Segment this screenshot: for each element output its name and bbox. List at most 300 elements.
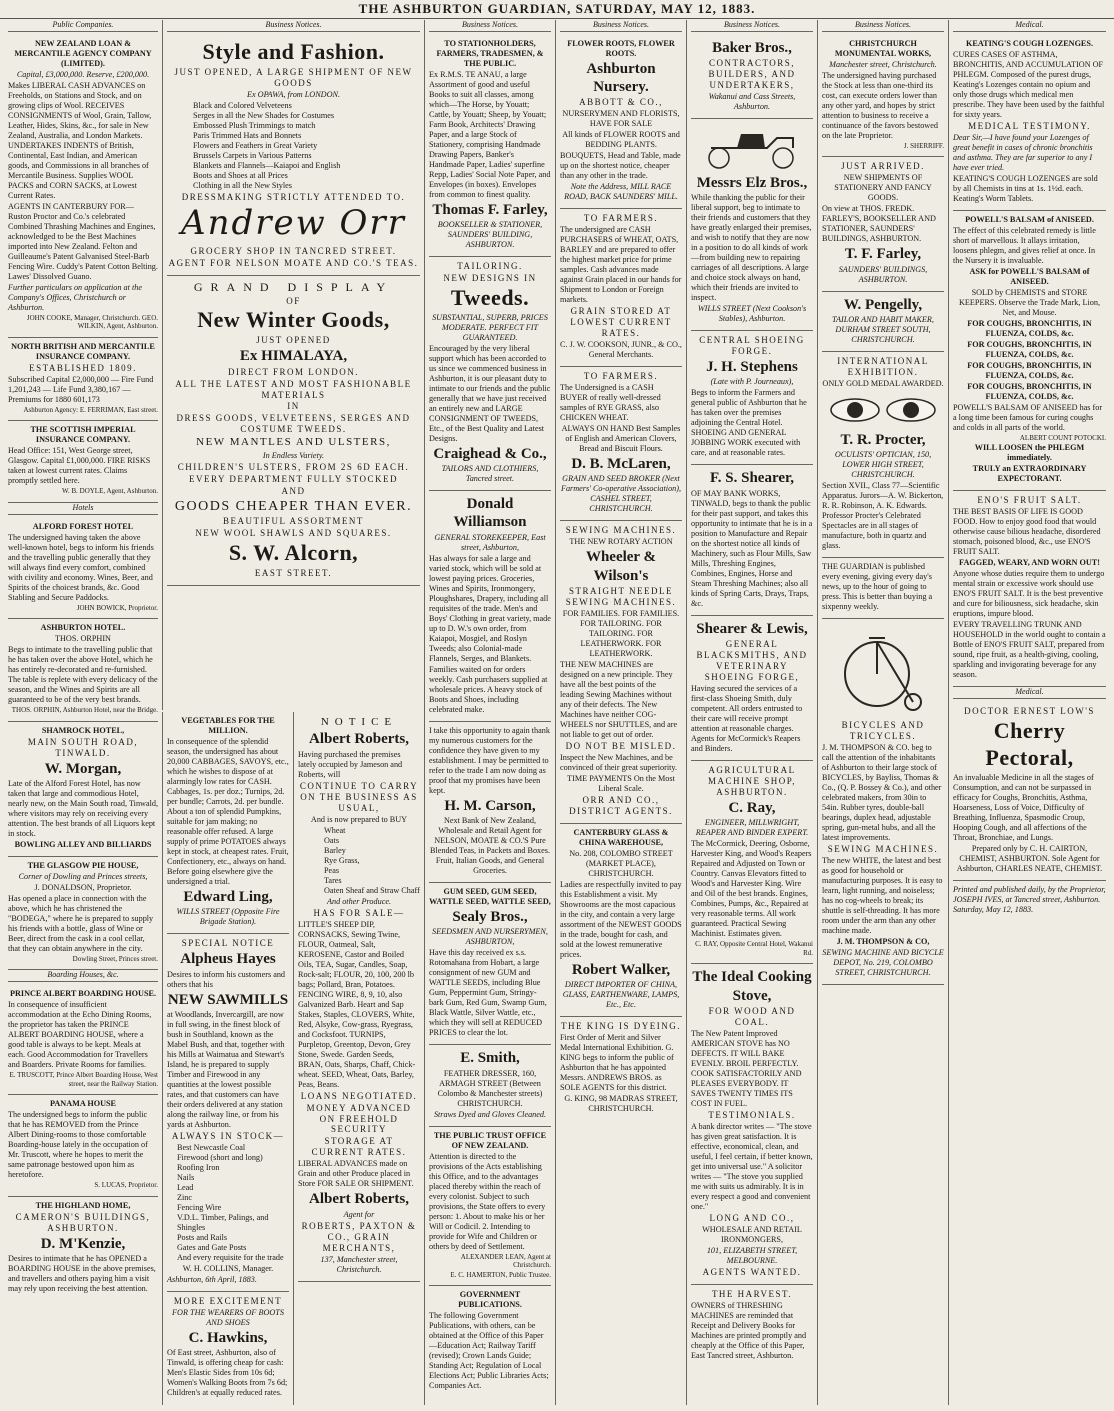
ad-shamrock-hotel (8, 722, 158, 857)
ad-signature: ALEXANDER LEAN, Agent at Christchurch. (460, 1252, 551, 1270)
ad-glasgow-pie-house (8, 857, 158, 971)
ad-medical-body: Dear Sir,—I have found your Lozenges of great benefit in cases of chronic bronchitis and asthma. They are far superior to any I have ever tried. (953, 132, 1093, 172)
ad-public-trust (429, 1127, 551, 1287)
list-item: Peas (324, 865, 340, 875)
ad-alpheus-hayes (167, 934, 289, 1292)
ad-eno (953, 491, 1106, 687)
ad-hawkins (167, 1292, 289, 1404)
list-item: Wheat (324, 825, 346, 835)
ad-body: Section XVII., Class 77—Scientific Apparatus. Jurors—A. W. Bickerton, R. R. Robinson, A. K. Edwards. Professor Procter's Celebrated Spectacles are in all stages of manufacture, both in quartz and glass. (822, 481, 944, 551)
ad-signature: E. TRUSCOTT, Prince Albert Boarding House, West street, near the Railway Station. (9, 1071, 158, 1088)
ad-name: Thomas F. Farley, (432, 201, 548, 218)
ad-title: PRINCE ALBERT BOARDING HOUSE. (9, 989, 157, 999)
ad-title: INTERNATIONAL EXHIBITION. (837, 355, 929, 377)
ad-sub: DOCTOR ERNEST LOW'S (964, 705, 1095, 716)
ad-time: TIME PAYMENTS On the Most Liberal Scale. (567, 773, 675, 793)
ad-body: The New Patent Improved AMERICAN STOVE has NO DEFECTS. IT WILL BAKE EVENLY. BROIL PERFECTLY. COOK SATISFACTORILY AND PLEASES EVERYBODY. IT SAVES TWENTY TIMES ITS COST IN FUEL. (691, 1028, 802, 1108)
ad-winter: New Winter Goods, (197, 307, 390, 333)
list-item: Zinc (177, 1192, 193, 1202)
ad-title: THE HIGHLAND HOME, (35, 1200, 131, 1210)
ad-subtitle: MAIN SOUTH ROAD, TINWALD. (27, 736, 139, 758)
ad-c-ray (691, 761, 813, 964)
ad-body: In consequence of insufficient accommodation at the Echo Dining Rooms, the proprietor has taken the PRINCE ALBERT BOARDING HOUSE, where a good table is always to be kept. Meals at each. Good Accommodation for Travellers and Boarders. Private Rooms for families. (8, 1000, 152, 1070)
ad-panama-house (8, 1095, 158, 1197)
ad-notice: NOTICE (320, 716, 398, 728)
ad-sub: GRAIN AND SEED BROKER (Next Farmers' Co-operative Association), CASHEL STREET, CHRISTCHURCH. (560, 474, 682, 514)
ad-signature-2: E. C. HAMERTON, Public Trustee. (450, 1270, 551, 1279)
ad-sub: SUBSTANTIAL, SUPERB, PRICES MODERATE. PERFECT FIT GUARANTEED. (432, 312, 548, 342)
ad-ulsters: CHILDREN'S ULSTERS, FROM 2S 6D EACH. (177, 461, 410, 472)
ad-body: J. M. THOMPSON & CO. beg to call the attention of the inhabitants of Ashburton to their large stock of BICYCLES, by Bayliss, Thomas & Co., (Q. P. Bossey & Co.), and other celebrated makers, from 30in to 54in. Rubber tyres, double-ball bearings, duplex head, adjustable spring, gun-metal hubs, and all the latest improvements. (822, 743, 942, 843)
ad-dressmaking: DRESSMAKING STRICTLY ATTENDED TO. (181, 191, 406, 202)
imprint-text: Printed and published daily, by the Proprietor, JOSEPH IVES, at Tancred street, Ashburton. Saturday, May 12, 1883. (953, 884, 1106, 914)
ad-continue: CONTINUE TO CARRY ON THE BUSINESS AS USUAL, (299, 780, 419, 813)
ad-signature: JOHN COOKE, Manager, Christchurch. GEO. WILKIN, Agent, Ashburton. (26, 313, 158, 331)
ad-testimonials-body: A bank director writes — "The stove has given great satisfaction. It is effective, economical, clean, and useful, I feel certain, if better known, get into universal use." A solicitor writes — "The stove you supplied me with suits us admirably. It is in every respect a good and convenient one." (691, 1121, 813, 1211)
ad-body: BOUQUETS, Head and Table, made up on the shortest notice, cheaper than any other in the trade. (560, 151, 681, 181)
ad-beautiful: BEAUTIFUL ASSORTMENT (223, 515, 364, 526)
ad-cough-line: FOR COUGHS, BRONCHITIS, IN FLUENZA, COLDS, &c. (967, 381, 1092, 401)
ad-hand: ALWAYS ON HAND Best Samples of English and American Clovers, Bread and Biscuit Flours. (561, 424, 681, 454)
ad-east: EAST STREET. (254, 567, 333, 578)
ad-designs: NEW DESIGNS IN (443, 273, 537, 284)
ad-williamson (429, 491, 551, 722)
ad-paxton-addr: 137, Manchester street, Christchurch. (320, 1254, 398, 1274)
ad-body: THE GUARDIAN is published every evening, giving every day's news, up to the hour of going to press. This is better than buying a sixpenny weekly. (822, 562, 933, 612)
ad-body: Of East street, Ashburton, also of Tinwald, is offering cheap for cash: Men's Elastic Sides from 10s 6d; Women's Walking Boots from 7s 6d; Children's at equally reduced rates. (167, 1348, 288, 1398)
ad-shearer (691, 465, 813, 615)
list-item: Nails (177, 1172, 195, 1182)
ad-just: JUST OPENED (256, 335, 331, 346)
ad-body: While thanking the public for their liberal support, beg to intimate to their friends and customers that they have greatly enlarged their premises, and wish to notify that they are now in a position to do all kinds of work—from building new to repairing carriages of all descriptions. A large and choice stock always on hand, which their friends are invited to inspect. (691, 193, 812, 303)
ad-wheeler-wilson (560, 521, 682, 823)
ad-straw: Straws Dyed and Gloves Cleaned. (433, 1109, 547, 1119)
ad-title: JUST ARRIVED. (841, 161, 925, 172)
ad-title: TO FARMERS. (583, 213, 659, 224)
signature-andrew-orr: Andrew Orr (181, 203, 406, 244)
ad-body: Late of the Alford Forest Hotel, has now taken that large and commodious Hotel, nearly new, on the Main South road, Tinwald, where visitors may rely on receiving every attention. The best brands of all Liquors kept in stock. (8, 778, 159, 838)
ad-address: No. 208, COLOMBO STREET (MARKET PLACE), CHRISTCHURCH. (569, 848, 673, 878)
ad-signature: THOS. ORPHIN, Ashburton Hotel, near the Bridge. (11, 706, 158, 715)
ad-more: MORE EXCITEMENT (173, 1295, 283, 1306)
ad-agents: AGENTS IN CANTERBURY FOR— Ruston Proctor and Co.'s celebrated Combined Thrashing Machines and Engines, acknowledged to be the Best Machines imported into New Zealand. Felton and Guilleaume's Patent Galvanised Steel-Barb Fencing Wire. Cuddy's Patent Cotton Belting. Lawes' Dissolved Guano. (8, 201, 158, 281)
list-item: Barley (324, 845, 346, 855)
ad-elz-bros (691, 119, 813, 331)
column-albert-roberts (293, 712, 424, 1405)
grain-list (298, 826, 420, 896)
ad-name: H. M. Carson, (444, 797, 536, 814)
ad-sub: FOR THE WEARERS OF BOOTS AND SHOES (172, 1307, 284, 1327)
list-item: Paris Trimmed Hats and Bonnets (193, 130, 302, 140)
ad-title: PANAMA HOUSE (49, 1099, 117, 1109)
ad-further: Further particulars on application at the Company's Offices, Christchurch or Ashburton. (8, 282, 142, 312)
section-hotels: Hotels (8, 503, 158, 515)
masthead: THE ASHBURTON GUARDIAN, SATURDAY, MAY 12, 1883. (0, 0, 1114, 19)
column-header: Business Notices. (429, 20, 551, 32)
ad-himalaya: Ex HIMALAYA, (239, 348, 348, 365)
ad-nursery (560, 35, 682, 210)
ad-title: SEWING MACHINES. (565, 525, 677, 536)
ad-buy: And is now prepared to BUY (310, 814, 408, 824)
ad-fagged: FAGGED, WEARY, AND WORN OUT! (959, 558, 1100, 568)
ad-sub: SEWING MACHINE AND BICYCLE DEPOT, No. 219, COLOMBO STREET, CHRISTCHURCH. (822, 947, 944, 977)
ad-address: Wakanui and Cass Streets, Ashburton. (708, 91, 796, 111)
ad-alcorn-name: S. W. Alcorn, (228, 539, 359, 565)
ad-long-sub: WHOLESALE AND RETAIL IRONMONGERS, (702, 1224, 802, 1244)
ad-sub: FOR WOOD AND COAL. (708, 1005, 796, 1027)
ad-sub: TAILOR AND HABIT MAKER, DURHAM STREET SOUTH, CHRISTCHURCH. (832, 314, 934, 344)
ad-signature: J. DONALDSON, Proprietor. (34, 882, 132, 892)
ad-title: ALFORD FOREST HOTEL (32, 521, 134, 531)
ad-name: E. Smith, (460, 1050, 520, 1067)
list-item: Posts and Rails (177, 1232, 228, 1242)
bicycle-icon (843, 626, 923, 716)
ad-name: Craighead & Co., (433, 445, 547, 462)
ad-body: OF MAY BANK WORKS, TINWALD, begs to thank the public for their past support, and takes this opportunity to intimate that he is in a position to Manufacture and Repair on the shortest notice all kinds of Machinery, such as Flour Mills, Saw Mills, Threshing Engines, Combines, Engines, Horse and Steam Threshing Machines; also all kinds of Spring Carts, Drays, Traps, &c. (691, 488, 813, 608)
ad-name: THOS. ORPHIN (55, 634, 111, 644)
ad-cookson (560, 209, 682, 367)
ad-title: THE KING IS DYEING. (561, 1021, 681, 1032)
ad-sub: CONTRACTORS, BUILDERS, AND UNDERTAKERS, (708, 58, 796, 90)
ad-phlegm: WILL LOOSEN the PHLEGM immediately. (974, 443, 1085, 463)
list-item: Gates and Gate Posts (177, 1242, 247, 1252)
ad-body: The undersigned begs to inform the public that he has REMOVED from the Prince Albert Dining-rooms to those comfortable Boarding-house lately in the occupation of Mr. Truscott, where he hopes to merit the same patronage bestowed upon him as heretofore. (8, 1110, 148, 1180)
list-item: Serges in all the New Shades for Costumes (193, 110, 335, 120)
ad-signature: G. KING, 98 MADRAS STREET, CHRISTCHURCH. (564, 1094, 678, 1114)
ad-carson (429, 722, 551, 883)
ad-title: CENTRAL SHOEING FORGE. (699, 335, 805, 357)
ad-shawls: NEW WOOL SHAWLS AND SQUARES. (195, 527, 392, 538)
ad-name: Albert Roberts, (309, 731, 409, 748)
ad-name: F. S. Shearer, (709, 470, 795, 487)
ad-sub: SAUNDERS' BUILDINGS, ASHBURTON. (838, 264, 928, 284)
ad-title: AGRICULTURAL MACHINE SHOP, ASHBURTON. (707, 764, 796, 797)
ad-title: ASHBURTON HOTEL. (40, 623, 126, 633)
ad-body: Begs to intimate to the travelling public that he has taken over the above Hotel, which he has entirely re-decorated and re-furnished. The table is replete with every delicacy of the season, and the Wines and Spirits are all guaranteed to be of the very best brands. (8, 645, 158, 705)
ad-title: TO FARMERS. (583, 371, 659, 382)
ad-alford-forest-hotel (8, 518, 158, 620)
ad-name: Baker Bros., (712, 39, 792, 56)
ad-vegetables (167, 712, 289, 934)
ad-albert-roberts (298, 712, 420, 1282)
ad-balsam: POWELL'S BALSAM OF ANISEED has for a long time been famous for curing coughs and colds in all parts of the world. (953, 402, 1103, 432)
ad-name: T. F. Farley, (844, 246, 922, 263)
ad-address: Manchester street, Christchurch. (829, 59, 937, 69)
list-item: Boots and Shoes at all Prices (193, 170, 288, 180)
ad-title: NORTH BRITISH AND MERCANTILE INSURANCE COMPANY. (11, 341, 155, 361)
ad-agent: Ashburton Agency: E. FERRIMAN, East street. (23, 405, 158, 414)
ad-canterbury-glass (560, 824, 682, 1017)
ad-bulbs: All kinds of FLOWER ROOTS and BEDDING PLANTS. (562, 130, 680, 150)
ad-tweeds: Tweeds. (450, 284, 530, 310)
ad-name-2: Albert Roberts, (309, 1191, 409, 1208)
ad-mclaren (560, 367, 682, 521)
ad-body: Have this day received ex s.s. Rotomahana from Hobart, a large consignment of new GUM and WATTLE SEEDS, including Blue Gum, Peppermint Gum, Stringy-bark Gum, Red Gum, Swamp Gum, Black Wattle, Silver Wattle, etc., which they will sell at REDUCED PRICES to clear the lot. (429, 948, 547, 1038)
ad-name: Edward Ling, (183, 889, 273, 905)
ad-cough-line: FOR COUGHS, BRONCHITIS, IN FLUENZA, COLDS, &c. (967, 339, 1092, 359)
list-item: Brussels Carpets in Various Patterns (193, 150, 312, 160)
ad-body: The undersigned are CASH PURCHASERS of WHEAT, OATS, BARLEY and are prepared to offer the highest market price for prime samples. Cash advances made against Grain placed in our hands for Shipment to London or Foreign markets. (560, 225, 682, 305)
ad-name: D. B. McLaren, (571, 456, 671, 473)
ad-ashburton-hotel (8, 619, 158, 722)
ad-rotary: THE NEW ROTARY ACTION (569, 537, 673, 547)
ad-title: NEW ZEALAND LOAN & MERCANTILE AGENCY COMPANY (LIMITED). (14, 38, 152, 68)
ad-name: C. Ray, (728, 799, 776, 816)
ad-signature: C. J. W. COOKSON, JUNR., & CO., General Merchants. (560, 340, 682, 360)
ad-sub-2: TAILORS AND CLOTHIERS, Tancred street. (441, 464, 539, 484)
ad-gov-publications (429, 1286, 551, 1397)
ad-sold: SOLD by CHEMISTS and STORE KEEPERS. Observe the Trade Mark, Lion, Net, and Mouse. (959, 287, 1100, 317)
ad-cough-line: FOR COUGHS, BRONCHITIS, IN FLUENZA, COLDS, &c. (967, 360, 1092, 380)
ad-body: Head Office: 151, West George street, Glasgow. Capital £1,000,000. FIRE RISKS taken at lowest current rates. Claims promptly settled here. (8, 446, 151, 486)
eyes-icon (825, 393, 941, 427)
ad-smith (429, 1045, 551, 1126)
ad-body: The undersigned having taken the above well-known hotel, begs to inform his friends and the travelling public generally that they will always find every comfort, combined with civility and economy. Wines, Beer, and Spirits of the choicest brands, &c. Good Stabling and Secure Paddocks. (8, 532, 154, 602)
ad-scottish-imperial (8, 421, 158, 503)
ad-other: And other Produce. (326, 896, 392, 906)
column-medical (948, 20, 1110, 1405)
ad-tailoring: TAILORING. (457, 261, 523, 272)
ad-and: AND (281, 485, 306, 496)
ad-body: Encouraged by the very liberal support which has been accorded to us since we commenced business in Ashburton, it is our pleasant duty to intimate to our friends and the public generally that we have just received an entirely new and LARGE CONSIGNMENT OF TWEEDS, Etc., of the Best Quality and Latest Designs. (429, 343, 551, 443)
ad-fagged-body: Anyone whose duties require them to undergo mental strain or excessive work should use ENO'S FRUIT SALT. It is the best preventive and cure for biliousness, sick headache, skin eruptions, impure blood. (953, 569, 1105, 619)
ad-title: CANTERBURY GLASS & CHINA WAREHOUSE, (573, 827, 669, 847)
ad-sewing: SEWING MACHINES. (827, 844, 939, 855)
list-item: Embossed Plush Trimmings to match (193, 120, 316, 130)
ad-subtitle: Corner of Dowling and Princes streets, (18, 871, 148, 881)
column-public-companies (4, 20, 162, 1405)
ad-truly: TRULY an EXTRAORDINARY EXPECTORANT. (972, 464, 1087, 484)
ad-has: HAS FOR SALE— (313, 907, 405, 918)
ad-name: T. R. Procter, (840, 431, 926, 448)
ad-dress: DRESS GOODS, VELVETEENS, SERGES AND COSTUME TWEEDS. (176, 413, 411, 435)
ad-mantles: NEW MANTLES AND ULSTERS, (196, 436, 391, 449)
ad-sewing-body: The new WHITE, the latest and best as good for household or manufacturing purposes. It is easy to learn, light running, and noiseless; has no cog-wheels to break; its shuttle is self-threading. It has more room under the arm than any other machine made. (822, 855, 943, 935)
ad-sub: Next Bank of New Zealand, Wholesale and Retail Agent for NELSON, MOATE & CO.'S Pure Blended Teas, in Packets and Boxes. Fruit, Italian Goods, and General Groceries. (429, 816, 551, 875)
ad-cough-line: FOR COUGHS, BRONCHITIS, IN FLUENZA, COLDS, &c. (967, 318, 1092, 338)
ad-liberal: LIBERAL ADVANCES made on Grain and other Produce placed in Store FOR SALE OR SHIPMENT. (298, 1159, 414, 1189)
list-item: Rye Grass, (324, 855, 360, 865)
ad-monumental (822, 35, 944, 158)
section-medical: Medical. (953, 687, 1106, 699)
ad-body: THE NEW MACHINES are designed on a new principle. They have all the best points of the leading Sewing Machines without any of their defects. The New Machines have neither COG-WHEELS nor SHUTTLES, and are not liable to get out of order. (560, 659, 678, 739)
ad-sub: OCULISTS' OPTICIAN, 150, LOWER HIGH STREET, CHRISTCHURCH. (834, 450, 932, 480)
list-item: Oaten Sheaf and Straw Chaff (324, 885, 420, 895)
ad-title: POWELL'S BALSAM of ANISEED. (965, 214, 1094, 224)
ad-title: GOVERNMENT PUBLICATIONS. (458, 1290, 522, 1310)
ad-name: J. H. Stephens (706, 359, 798, 376)
ad-paxton: ROBERTS, PAXTON & CO., GRAIN MERCHANTS, (301, 1220, 417, 1253)
ad-signature: JOHN BOWICK, Proprietor. (76, 603, 158, 612)
ad-harvest (691, 1285, 813, 1367)
list-item: Fencing Wire (177, 1202, 222, 1212)
ad-medical: MEDICAL TESTIMONY. (968, 120, 1091, 131)
list-item: Roofing Iron (177, 1162, 220, 1172)
column-header: Business Notices. (822, 20, 944, 32)
ad-signature: J. SHERRIFF. (903, 141, 944, 150)
ad-sub: GENERAL STOREKEEPER, East street, Ashburton, (434, 532, 546, 552)
stock-list (167, 1143, 289, 1263)
column-business-6b (817, 20, 948, 1405)
ad-name: Alpheus Hayes (180, 951, 276, 968)
ad-title: SHAMROCK HOTEL, (41, 725, 125, 735)
ad-prepared: Prepared only by C. H. CAIRTON, CHEMIST, ASHBURTON. Sole Agent for Ashburton, CHARLES NEATE, CHEMIST. (956, 843, 1103, 873)
ad-long-addr: 101, ELIZABETH STREET, MELBOURNE. (706, 1245, 798, 1265)
ad-body: Desires to inform his customers and others that his (167, 969, 286, 989)
ad-subtitle: CAMERON'S BUILDINGS, ASHBURTON. (15, 1211, 151, 1233)
ad-agent: W. B. DOYLE, Agent, Ashburton. (62, 487, 158, 496)
ad-title: THE PUBLIC TRUST OFFICE OF NEW ZEALAND. (433, 1130, 547, 1150)
ad-shipments: NEW SHIPMENTS OF STATIONERY AND FANCY GOODS. (834, 173, 932, 203)
column-header: Business Notices. (560, 20, 682, 32)
ad-body: First Order of Merit and Silver Medal International Exhibition. G. KING begs to inform the public of Ashburton that he has appointed Messrs. ANDREWS BROS. as SOLE AGENTS for this district. (560, 1033, 674, 1093)
ad-long: LONG AND CO., (709, 1212, 795, 1223)
column-business-6 (686, 20, 817, 1405)
column-vegetables (162, 712, 293, 1405)
ad-date: Ashburton, 6th April, 1883. (167, 1274, 257, 1284)
ad-sub: (Late with P. Journeaux), (710, 377, 794, 387)
list-item: And every requisite for the trade (177, 1252, 284, 1262)
ad-name: The Ideal Cooking Stove, (692, 969, 812, 1004)
ad-body: I take this opportunity to again thank my numerous customers for the confidence they have given to my establishment. I may be permitted to refer to the trade I am now doing as proof that my promises have been kept. (429, 725, 550, 795)
ad-andrew-orr (167, 35, 420, 276)
ad-agents: ORR AND CO., DISTRICT AGENTS. (569, 794, 673, 816)
ad-sub: BOOKSELLER & STATIONER, SAUNDERS' BUILDING, ASHBURTON. (437, 220, 543, 250)
ad-name: J. M. THOMPSON & CO, (836, 936, 930, 946)
ad-headline: Style and Fashion. (202, 38, 385, 64)
ad-pengelly (822, 292, 944, 352)
ad-north-british (8, 338, 158, 422)
ad-title: GUM SEED, GUM SEED, WATTLE SEED, WATTLE SEED, (429, 887, 551, 906)
ad-name: Wheeler & Wilson's (585, 549, 657, 584)
ad-body: The following Government Publications, with others, can be obtained at the Office of this Paper—Education Act; Railway Tariff (revised); Crown Lands Guide; Standing Act; Regulation of Local Elections Act; Public Libraries Acts; Companies Act. (429, 1311, 549, 1391)
ad-name: W. Pengelly, (843, 296, 923, 313)
ad-stephens (691, 331, 813, 465)
ad-address: Note the Address, MILL RACE ROAD, BACK SAUNDERS' MILL. (564, 182, 678, 202)
ad-title: ENO'S FRUIT SALT. (977, 495, 1082, 506)
ad-body: Attention is directed to the provisions of the Acts establishing this Office, and to the advantages placed thereby within the reach of every colonist. Subject to such provisions, the State offers to every person: 1. About to make his or her Will or Codicil. 2. Intending to provide for Wife and Children or others by deed of Settlement. (429, 1151, 546, 1251)
ad-sub: SEEDSMEN AND NURSERYMEN, ASHBURTON, (432, 927, 548, 947)
list-item: Lead (177, 1182, 194, 1192)
ad-address: WILLS STREET (Next Cookson's Stables), Ashburton. (697, 304, 807, 324)
ad-body: Desires to intimate that he has OPENED a BOARDING HOUSE in the above premises, and travellers and others paying him a visit may rely upon receiving the best attention. (8, 1254, 156, 1293)
ad-name: Messrs Elz Bros., (696, 174, 808, 191)
ad-ship: Ex OPAWA, from LONDON. (246, 89, 341, 99)
goods-list (167, 101, 420, 191)
ad-baker-bros (691, 35, 813, 119)
ad-name: W. Morgan, (44, 760, 122, 777)
ad-body: Having secured the services of a first-class Shoeing Smith, duly competent. All orders entrusted to their care will receive prompt attention at reasonable charges. Agents for McCormick's Reapers and Binders. (691, 683, 803, 753)
ad-keating (953, 35, 1106, 211)
ad-shearer-lewis (691, 616, 813, 761)
ad-title: VEGETABLES FOR THE MILLION. (181, 716, 275, 735)
ad-abbott: ABBOTT & CO., (579, 97, 663, 108)
ad-title: THE GLASGOW PIE HOUSE, (27, 860, 139, 870)
ad-name: D. M'Kenzie, (40, 1235, 126, 1252)
ad-cheaper: GOODS CHEAPER THAN EVER. (174, 498, 413, 514)
ad-name: Shearer & Lewis, (696, 620, 808, 637)
list-item: Blankets and Flannels—Kaiapoi and English (193, 160, 341, 170)
ad-guardian (822, 558, 944, 619)
list-item: Tares (324, 875, 342, 885)
ad-body: Has opened a place in connection with the above, which he has christened the "BODEGA," where he is prepared to supply his friends with a bottle, glass of Wine or Beer, direct from the cask in a cool cellar, that they can obtain anywhere in the city. (8, 893, 154, 953)
ad-latest: ALL THE LATEST AND MOST FASHIONABLE MATERIALS (175, 378, 412, 400)
ad-title: THE SCOTTISH IMPERIAL INSURANCE COMPANY. (30, 425, 136, 445)
ad-body: OWNERS of THRESHING MACHINES are reminded that Receipt and Delivery Books for Machines are printed promptly and cheaply at the Office of this Paper, East Tancred street, Ashburton. (691, 1300, 807, 1360)
ad-name: Robert Walker, (571, 961, 671, 978)
ad-ideal-stove (691, 964, 813, 1284)
ad-testimonials: TESTIMONIALS. (708, 1109, 796, 1120)
ad-endless: In Endless Variety. (262, 450, 325, 460)
ad-body: Has always for sale a large and varied stock, which will be sold at lowest paying prices. Groceries, Wines and Spirits, Ironmongery, Ploughshares, Drapery, including all requisites of the trade. Men's and Boys' Clothing in great variety, made up to D. W.'s own order, from Kaiapoi, Mosgiel, and Roslyn Tweeds; also Colonial-made Flannels, Serges, and Blankets. (429, 553, 551, 663)
ad-name: Ashburton Nursery. (586, 60, 656, 96)
ad-for: FOR FAMILIES. FOR FAMILIES. FOR TAILORING. FOR TAILORING. FOR LEATHERWORK. FOR LEATHERWORK. (562, 608, 680, 658)
ad-body-2: at Woodlands, Invercargill, are now in full swing, in the finest block of bush in Southland, known as the Mabel Bush, and that, together with his Mills at Waimatua and Stewart's Island, he is prepared to supply Timber and Firewood in any quantities at the lowest possible rates, and that customers can have their orders delivered at any station along the railway line, or from his yards at Ashburton. (167, 1009, 285, 1129)
ad-sub: WILLS STREET (Opposite Fire Brigade Station). (176, 907, 280, 927)
ad-body: Makes LIBERAL CASH ADVANCES on Freeholds, on Stations and Stock, and on growing clips of Wool. RECEIVES CONSIGNMENTS of Wool, Grain, Tallow, Leather, Hides, Skins, &c., for sale in New Zealand, Australia, and London Markets. UNDERTAKES INDENTS of British, Continental, East Indian, and American goods, and Commissions in all branches of Mercantile Business. Supplies WOOL PACKS and CORN SACKS, at Lowest Current Rates. (8, 80, 152, 200)
ad-title: FLOWER ROOTS, FLOWER ROOTS. (567, 38, 675, 58)
list-item: Best Newcastle Coal (177, 1142, 246, 1152)
ad-sub: ENGINEER, MILLWRIGHT, REAPER AND BINDER EXPERT. (695, 818, 809, 838)
ad-sub: GENERAL BLACKSMITHS, AND VETERINARY SHOEING FORGE, (696, 639, 808, 682)
ad-capital: Capital, £3,000,000. Reserve, £200,000. (16, 69, 150, 79)
list-item: V.D.L. Timber, Palings, and Shingles (177, 1212, 269, 1232)
ad-ref: Dowling Street, Princes street. (72, 954, 158, 963)
ad-body: Ladies are respectfully invited to pay this Establishment a visit. My Showrooms are the most capacious in the city, and contain a very large assortment of the NEWEST GOODS in the trade, bought for cash, and sold at the lowest remunerative prices. (560, 879, 682, 959)
carriage-icon (697, 126, 807, 170)
ad-signature: W. H. COLLINS, Manager. (182, 1263, 274, 1273)
ad-highland-home (8, 1197, 158, 1300)
ad-agent: AGENT FOR NELSON MOATE AND CO.'S TEAS. (168, 257, 419, 268)
ad-misled: DO NOT BE MISLED. (565, 740, 677, 751)
column-header: Business Notices. (167, 20, 420, 32)
list-item: Clothing in all the New Styles (193, 180, 292, 190)
ad-direct: DIRECT FROM LONDON. (227, 366, 360, 377)
ad-grand: GRAND DISPLAY (193, 279, 394, 294)
ad-every: EVERY DEPARTMENT FULLY STOCKED (189, 473, 398, 484)
ad-king-dyeing (560, 1017, 682, 1120)
ad-stored: GRAIN STORED AT LOWEST CURRENT RATES. (570, 306, 672, 339)
ad-sealy (429, 883, 551, 1045)
ad-stationers (429, 35, 551, 257)
ad-money: MONEY ADVANCED ON FREEHOLD SECURITY (306, 1102, 412, 1135)
ad-opened: JUST OPENED, A LARGE SHIPMENT OF NEW GOODS (174, 66, 413, 88)
column-header: Public Companies. (8, 20, 158, 32)
ad-nz-loan (8, 35, 158, 338)
ad-powell (953, 211, 1106, 492)
list-item: Firewood (short and long) (177, 1152, 263, 1162)
ad-name: Donald Williamson (453, 496, 527, 531)
ad-tablet: KEATING'S COUGH LOZENGES are sold by all Chemists in tins at 1s. 1½d. each. Keating's Worm Tablets. (953, 173, 1098, 203)
ad-title: THE HARVEST. (711, 1288, 793, 1299)
imprint (953, 881, 1106, 921)
ad-straight: STRAIGHT NEEDLE SEWING MACHINES. (565, 586, 677, 607)
ad-harrowing: EVERY TRAVELLING TRUNK AND HOUSEHOLD in the world ought to contain a Bottle of ENO'S FRUIT SALT, prepared from sound, ripe fruit, as a health-giving, cooling, sparkling and invigorating beverage for any season. (953, 620, 1106, 680)
ad-established: ESTABLISHED 1809. (29, 362, 137, 373)
ad-wanted: AGENTS WANTED. (702, 1266, 802, 1277)
ad-body: An invaluable Medicine in all the stages of Consumption, and can not be surpassed in efficacy for Coughs, Bronchitis, Asthma, Hoarseness, Loss of Voice, Difficulty of Breathing, Influenza, Spasmodic Croup, Hooping Cough, and all affections of the Throat, Bronchiae, and Lungs. (953, 772, 1094, 842)
ad-title: TO STATIONHOLDERS, FARMERS, TRADESMEN, & THE PUBLIC. (436, 38, 544, 68)
ad-body: Begs to inform the Farmers and general public of Ashburton that he has taken over the premises adjoining the Central Hotel. SHOEING AND GENERAL JOBBING WORK executed with care, and at reasonable rates. (691, 388, 807, 458)
ad-name: Cherry Pectoral, (985, 717, 1074, 770)
ad-body: Ex R.M.S. TE ANAU, a large Assortment of good and useful Books to suit all classes, among which—The Horse, by Youatt; Cattle, by Youatt; Sheep, by Youatt; Farm Book, Architects' Drawing Paper, and a large Stock of Stationery, comprising Handmade Drawing Papers, Banker's Handmade Paper, Ladies' superfine Repp, Ladies' Social Note Paper, and Envelopes (in boxes). Envelopes from common to finest quality. (429, 69, 551, 199)
ad-sawmills: NEW SAWMILLS (167, 991, 289, 1008)
ad-body: In consequence of the splendid season, the undersigned has about 20,000 CABBAGES, SAVOYS, etc., which he wishes to dispose of at alarmingly low rates for CASH. Cabbages, 1s. per doz.; Turnips, 2d. per bundle; Carrots, 2d. per bundle. About a ton of splendid Pumpkins, suitable for jam making; no reasonable offer refused. A large supply of prime POTATOES always kept in stock, at cheapest rates. Fruit, Confectionery, etc., always on hand. Before going elsewhere give the undersigned a trial. (167, 737, 289, 886)
list-item: Oats (324, 835, 340, 845)
ad-gold: ONLY GOLD MEDAL AWARDED. (822, 378, 944, 388)
ad-bowling: BOWLING ALLEY AND BILLIARDS (14, 839, 152, 849)
ad-body: The undersigned having purchased the Stock at less than one-third its cost, can execute orders lower than any other yard, and hopes by strict attention to business to receive a continuance of the favors bestowed on the late Proprietor. (822, 70, 938, 140)
